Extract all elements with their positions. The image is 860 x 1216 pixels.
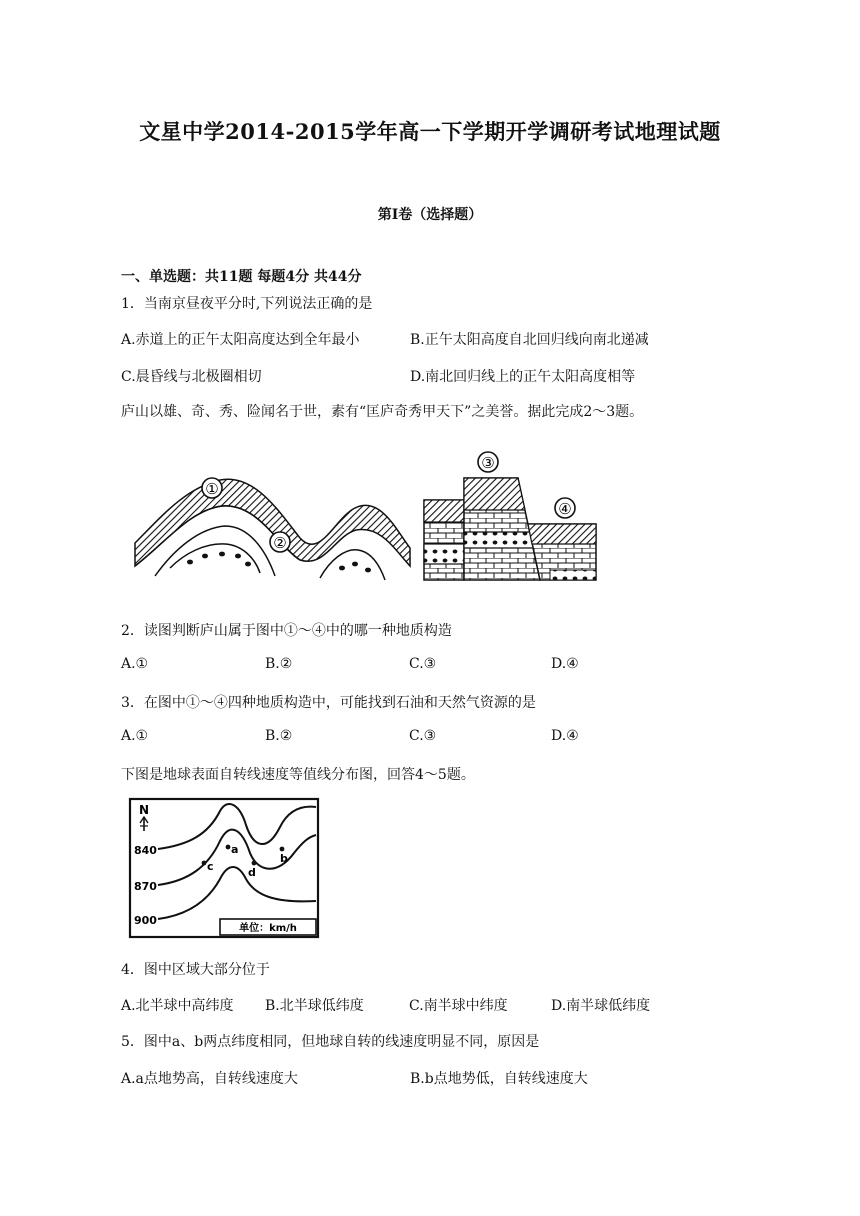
question-4-option-d: D.南半球低纬度 (551, 998, 651, 1014)
question-3-option-a: A.① (121, 728, 149, 744)
document-title: 文星中学2014-2015学年高一下学期开学调研考试地理试题 (139, 119, 721, 144)
fault-diagram (424, 452, 596, 580)
question-5-option-b: B.b点地势低，自转线速度大 (410, 1071, 588, 1087)
contour-label-900: 900 (134, 914, 157, 927)
question-1-option-a: A.赤道上的正午太阳高度达到全年最小 (121, 332, 360, 348)
geology-label-2: ② (273, 534, 287, 552)
section-heading: 一、单选题：共11题 每题4分 共44分 (121, 269, 362, 285)
rotation-speed-isoline-map (128, 797, 320, 939)
point-b: b (280, 852, 288, 865)
part-title: 第Ⅰ卷（选择题） (377, 207, 483, 223)
point-c: c (207, 860, 214, 873)
question-3-stem: 3．在图中①～④四种地质构造中，可能找到石油和天然气资源的是 (121, 695, 536, 711)
point-d: d (248, 866, 256, 879)
unit-label: 单位：km/h (239, 923, 297, 934)
question-4-option-b: B.北半球低纬度 (265, 998, 364, 1014)
question-3-option-b: B.② (265, 728, 293, 744)
question-4-stem: 4．图中区域大部分位于 (121, 962, 270, 978)
question-1-option-b: B.正午太阳高度自北回归线向南北递减 (410, 332, 649, 348)
geology-label-1: ① (205, 480, 219, 498)
geology-structures-figure (130, 448, 600, 588)
point-a: a (231, 843, 239, 856)
geology-label-3: ③ (481, 454, 495, 472)
question-5-stem: 5．图中a、b两点纬度相同，但地球自转的线速度明显不同，原因是 (121, 1034, 540, 1050)
question-2-option-c: C.③ (409, 656, 437, 672)
question-1-option-d: D.南北回归线上的正午太阳高度相等 (410, 369, 636, 385)
intro-questions-4-5: 下图是地球表面自转线速度等值线分布图，回答4～5题。 (121, 767, 475, 783)
svg-text:N: N (139, 803, 150, 817)
contour-label-840: 840 (134, 844, 157, 857)
contour-label-870: 870 (134, 880, 157, 893)
question-3-option-c: C.③ (409, 728, 437, 744)
question-3-option-d: D.④ (551, 728, 579, 744)
question-1-stem: 1．当南京昼夜平分时,下列说法正确的是 (121, 296, 373, 312)
question-2-option-a: A.① (121, 656, 149, 672)
geology-label-4: ④ (558, 500, 572, 518)
question-2-option-b: B.② (265, 656, 293, 672)
intro-questions-2-3: 庐山以雄、奇、秀、险闻名于世，素有“匡庐奇秀甲天下”之美誉。据此完成2～3题。 (121, 404, 644, 420)
question-5-option-a: A.a点地势高，自转线速度大 (121, 1071, 298, 1087)
question-1-option-c: C.晨昏线与北极圈相切 (121, 369, 262, 385)
question-4-option-a: A.北半球中高纬度 (121, 998, 234, 1014)
question-2-stem: 2．读图判断庐山属于图中①～④中的哪一种地质构造 (121, 623, 452, 639)
question-4-option-c: C.南半球中纬度 (409, 998, 508, 1014)
question-2-option-d: D.④ (551, 656, 579, 672)
fold-diagram (135, 478, 410, 580)
